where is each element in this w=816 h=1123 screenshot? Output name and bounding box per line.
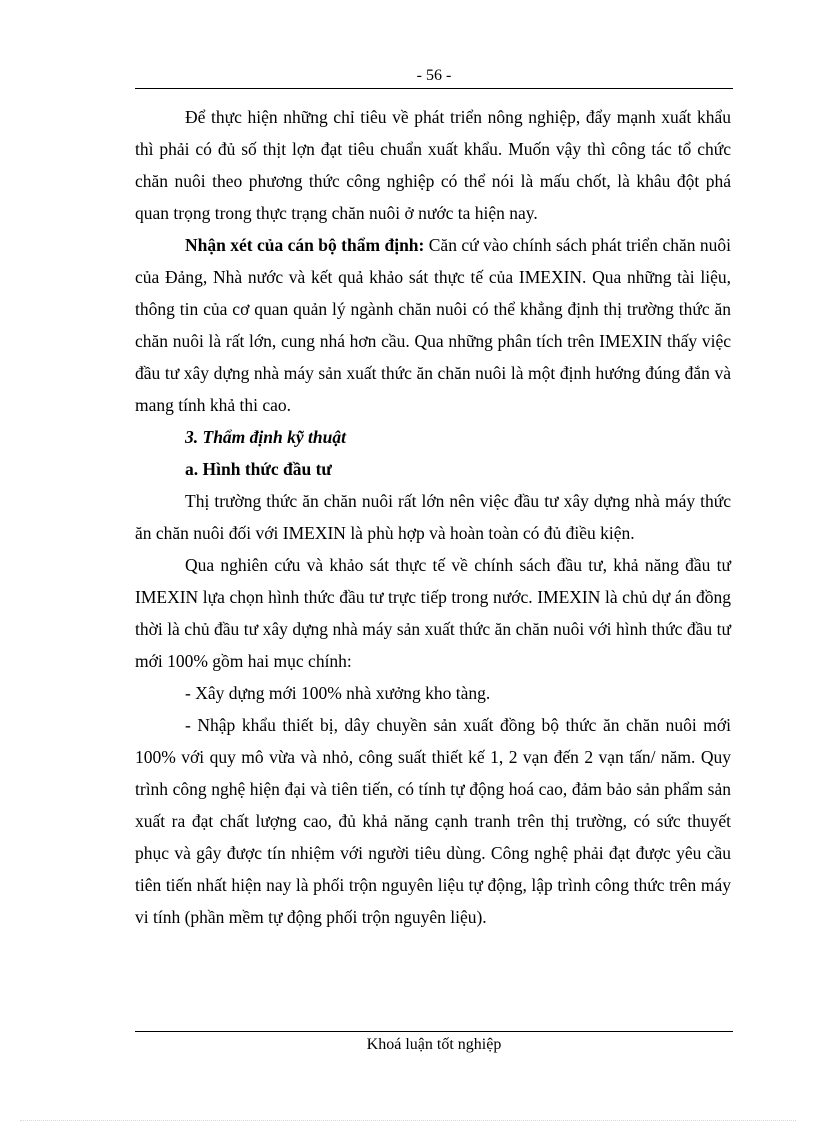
page-edge-divider — [20, 1120, 796, 1121]
paragraph-2 — [135, 229, 731, 421]
footer-rule — [135, 1031, 733, 1032]
paragraph-4: Qua nghiên cứu và khảo sát thực tế về chính sách đầu tư, khả năng đầu tư IMEXIN lựa chọn hình thức đầu tư trực tiếp trong nước. IMEXIN là chủ dự án đồng thời là chủ đầu tư xây dựng nhà máy sản xuất thức ăn chăn nuôi với hình thức đầu tư mới 100% gồm hai mục chính: — [135, 555, 731, 671]
paragraph-3: Thị trường thức ăn chăn nuôi rất lớn nên việc đầu tư xây dựng nhà máy thức ăn chăn nuôi đối với IMEXIN là phù hợp và hoàn toàn có đủ điều kiện. — [135, 491, 731, 543]
reviewer-comment-text: Căn cứ vào chính sách phát triển chăn nuôi của Đảng, Nhà nước và kết quả khảo sát thực tế của IMEXIN. Qua những tài liệu, thông tin của cơ quan quản lý ngành chăn nuôi có thể khẳng định thị trường thức ăn chăn nuôi là rất lớn, cung nhá hơn cầu. Qua những phân tích trên IMEXIN thấy việc đầu tư xây dựng nhà máy sản xuất thức ăn chăn nuôi là một định hướng đúng đắn và mang tính khả thi cao. — [135, 235, 731, 415]
reviewer-comment-label: Nhận xét của cán bộ thẩm định: — [185, 235, 425, 255]
list-item-2: - Nhập khẩu thiết bị, dây chuyền sản xuất đồng bộ thức ăn chăn nuôi mới 100% với quy mô vừa và nhỏ, công suất thiết kế 1, 2 vạn đến 2 vạn tấn/ năm. Quy trình công nghệ hiện đại và tiên tiến, có tính tự động hoá cao, đảm bảo sản phẩm sản xuất ra đạt chất lượng cao, đủ khả năng cạnh tranh trên thị trường, có sức thuyết phục và gây được tín nhiệm với người tiêu dùng. Công nghệ phải đạt được yêu cầu tiên tiến nhất hiện nay là phối trộn nguyên liệu tự động, lập trình công thức trên máy vi tính (phần mềm tự động phối trộn nguyên liệu). — [135, 715, 731, 927]
section-heading: 3. Thẩm định kỹ thuật — [185, 427, 346, 447]
document-body — [135, 101, 731, 933]
page-number: - 56 - — [416, 67, 452, 84]
paragraph-1: Để thực hiện những chỉ tiêu về phát triển nông nghiệp, đẩy mạnh xuất khẩu thì phải có đủ số thịt lợn đạt tiêu chuẩn xuất khẩu. Muốn vậy thì công tác tổ chức chăn nuôi theo phương thức công nghiệp có thể nói là mấu chốt, là khâu đột phá quan trọng trong thực trạng chăn nuôi ở nước ta hiện nay. — [135, 107, 731, 223]
subsection-heading: a. Hình thức đầu tư — [185, 459, 332, 479]
footer-text: Khoá luận tốt nghiệp — [366, 1036, 502, 1053]
header-rule — [135, 88, 733, 89]
list-item-1: - Xây dựng mới 100% nhà xưởng kho tàng. — [185, 683, 491, 703]
